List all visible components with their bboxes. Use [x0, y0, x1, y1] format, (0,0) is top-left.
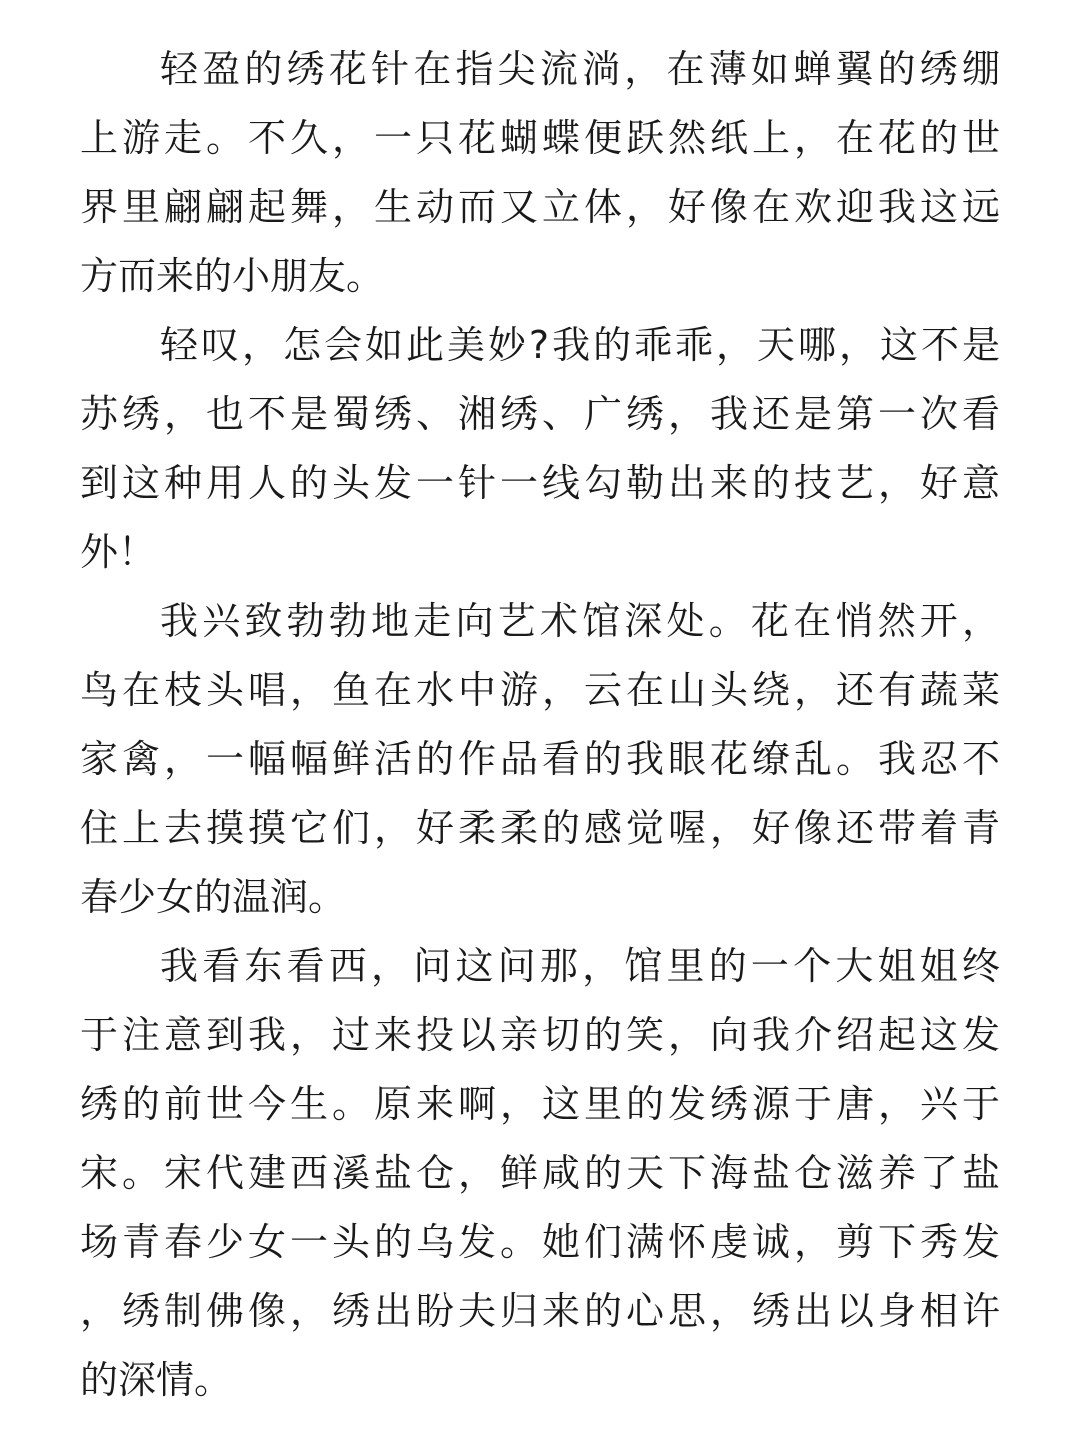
paragraph-2-line-1: 轻叹，怎会如此美妙?我的乖乖，天哪，这不是 — [160, 323, 1000, 367]
paragraph-4-line-5: 场青春少女一头的乌发。她们满怀虔诚，剪下秀发 — [80, 1220, 1000, 1264]
paragraph-2-line-3: 到这种用人的头发一针一线勾勒出来的技艺，好意 — [80, 461, 1000, 505]
paragraph-3-line-1: 我兴致勃勃地走向艺术馆深处。花在悄然开， — [160, 599, 1000, 643]
paragraph-4-line-7: 的深情。 — [80, 1358, 233, 1402]
paragraph-3-line-3: 家禽，一幅幅鲜活的作品看的我眼花缭乱。我忍不 — [80, 737, 1000, 781]
paragraph-4-line-2: 于注意到我，过来投以亲切的笑，向我介绍起这发 — [80, 1013, 1000, 1057]
paragraph-2-line-2: 苏绣，也不是蜀绣、湘绣、广绣，我还是第一次看 — [80, 392, 1000, 436]
paragraph-4-line-3: 绣的前世今生。原来啊，这里的发绣源于唐，兴于 — [80, 1082, 1000, 1126]
paragraph-2-line-4: 外！ — [80, 530, 157, 574]
paragraph-3-line-2: 鸟在枝头唱，鱼在水中游，云在山头绕，还有蔬菜 — [80, 668, 1000, 712]
paragraph-1-line-1: 轻盈的绣花针在指尖流淌，在薄如蝉翼的绣绷 — [160, 47, 1000, 91]
paragraph-3-line-5: 春少女的温润。 — [80, 875, 347, 919]
paragraph-1-line-3: 界里翩翩起舞，生动而又立体，好像在欢迎我这远 — [80, 185, 1000, 229]
paragraph-3-line-4: 住上去摸摸它们，好柔柔的感觉喔，好像还带着青 — [80, 806, 1000, 850]
paragraph-1-line-4: 方而来的小朋友。 — [80, 254, 385, 298]
paragraph-1-line-2: 上游走。不久，一只花蝴蝶便跃然纸上，在花的世 — [80, 116, 1000, 160]
paragraph-4-line-1: 我看东看西，问这问那，馆里的一个大姐姐终 — [160, 944, 1000, 988]
paragraph-4-line-6: ，绣制佛像，绣出盼夫归来的心思，绣出以身相许 — [80, 1289, 1000, 1333]
paragraph-4-line-4: 宋。宋代建西溪盐仓，鲜咸的天下海盐仓滋养了盐 — [80, 1151, 1000, 1195]
